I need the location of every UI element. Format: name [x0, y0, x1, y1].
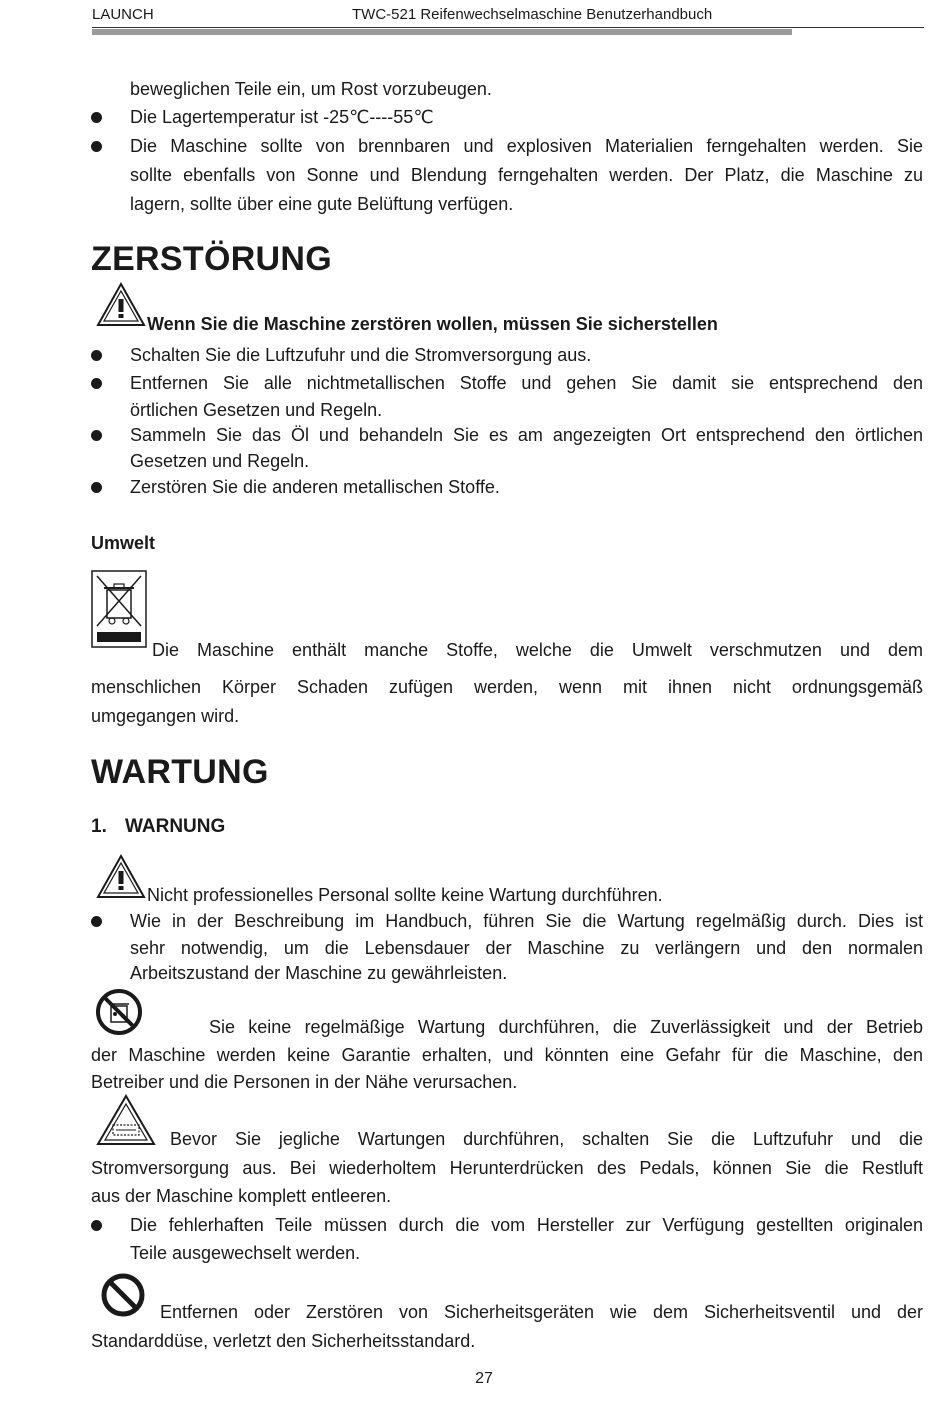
storage-temperature: Die Lagertemperatur ist -25℃----55℃ [130, 107, 434, 127]
zerstoerung-warning: Wenn Sie die Maschine zerstören wollen, müssen Sie sicherstellen [147, 314, 718, 334]
subsection-number: 1. [91, 816, 107, 837]
umwelt-line-2: menschlichen Körper Schaden zufügen werden, wenn mit ihnen nicht ordnungsgemäß [91, 677, 923, 697]
no-maintenance-icon [95, 988, 143, 1036]
bullet-marker [91, 141, 102, 152]
wartung-warning: Nicht professionelles Personal sollte keine Wartung durchführen. [147, 885, 663, 905]
bullet-marker [91, 112, 102, 123]
zerstoerung-item-2-line-2: örtlichen Gesetzen und Regeln. [130, 400, 383, 420]
wartung-item-1-line-1: Wie in der Beschreibung im Handbuch, führen Sie die Wartung regelmäßig durch. Dies ist [130, 911, 923, 931]
section-title-umwelt: Umwelt [91, 533, 156, 553]
header-brand: LAUNCH [92, 6, 154, 23]
wartung-item-1-line-2: sehr notwendig, um die Lebensdauer der Maschine zu verlängern und den normalen [130, 938, 923, 958]
wartung-paragraph-2-line-3: Betreiber und die Personen in der Nähe verursachen. [91, 1072, 518, 1092]
bullet-marker [91, 350, 102, 361]
bullet-marker [91, 430, 102, 441]
wartung-item-2-line-2: Teile ausgewechselt werden. [130, 1243, 361, 1263]
wartung-paragraph-4-line-1: Entfernen oder Zerstören von Sicherheitsgeräten wie dem Sicherheitsventil und der [160, 1302, 923, 1322]
zerstoerung-item-3-line-2: Gesetzen und Regeln. [130, 451, 310, 471]
wartung-paragraph-3-line-2: Stromversorgung aus. Bei wiederholtem Herunterdrücken des Pedals, können Sie die Restluft [91, 1158, 923, 1178]
header-rule [92, 27, 924, 28]
wartung-paragraph-2-line-1: Sie keine regelmäßige Wartung durchführen, die Zuverlässigkeit und der Betrieb [209, 1017, 923, 1037]
wartung-paragraph-2-line-2: der Maschine werden keine Garantie erhalten, und könnten eine Gefahr für die Maschine, den [91, 1045, 923, 1065]
wartung-paragraph-3-line-3: aus der Maschine komplett entleeren. [91, 1186, 392, 1206]
storage-fire-line-3: lagern, sollte über eine gute Belüftung verfügen. [130, 194, 514, 214]
section-title-zerstoerung: ZERSTÖRUNG [91, 240, 332, 278]
umwelt-line-1: Die Maschine enthält manche Stoffe, welche die Umwelt verschmutzen und dem [152, 640, 923, 660]
pressure-warning-icon [95, 1093, 157, 1147]
storage-continuation: beweglichen Teile ein, um Rost vorzubeugen. [130, 79, 492, 99]
zerstoerung-item-2-line-1: Entfernen Sie alle nichtmetallischen Stoffe und gehen Sie damit sie entsprechend den [130, 373, 923, 393]
zerstoerung-item-1: Schalten Sie die Luftzufuhr und die Stromversorgung aus. [130, 345, 592, 365]
wartung-paragraph-4-line-2: Standarddüse, verletzt den Sicherheitsstandard. [91, 1331, 476, 1351]
bullet-marker [91, 916, 102, 927]
warning-icon [95, 281, 147, 329]
bullet-marker [91, 482, 102, 493]
bullet-marker [91, 378, 102, 389]
header-title: TWC-521 Reifenwechselmaschine Benutzerhandbuch [352, 6, 713, 23]
warning-icon [95, 853, 147, 901]
prohibition-icon [100, 1272, 146, 1318]
bullet-marker [91, 1220, 102, 1231]
storage-fire-line-2: sollte ebenfalls von Sonne und Blendung ferngehalten werden. Der Platz, die Maschine zu [130, 165, 923, 185]
wartung-paragraph-3-line-1: Bevor Sie jegliche Wartungen durchführen, schalten Sie die Luftzufuhr und die [170, 1129, 923, 1149]
storage-fire-line-1: Die Maschine sollte von brennbaren und explosiven Materialien ferngehalten werden. Sie [130, 136, 923, 156]
wartung-item-2-line-1: Die fehlerhaften Teile müssen durch die vom Hersteller zur Verfügung gestellten originalen [130, 1215, 923, 1235]
weee-bin-icon [91, 570, 147, 648]
header-rule-shade [92, 29, 792, 35]
page-number: 27 [475, 1370, 493, 1387]
zerstoerung-item-4: Zerstören Sie die anderen metallischen Stoffe. [130, 477, 500, 497]
wartung-item-1-line-3: Arbeitszustand der Maschine zu gewährleisten. [130, 963, 508, 983]
subsection-title-warnung: WARNUNG [125, 816, 226, 837]
umwelt-line-3: umgegangen wird. [91, 706, 240, 726]
section-title-wartung: WARTUNG [91, 753, 269, 791]
zerstoerung-item-3-line-1: Sammeln Sie das Öl und behandeln Sie es am angezeigten Ort entsprechend den örtlichen [130, 425, 923, 445]
